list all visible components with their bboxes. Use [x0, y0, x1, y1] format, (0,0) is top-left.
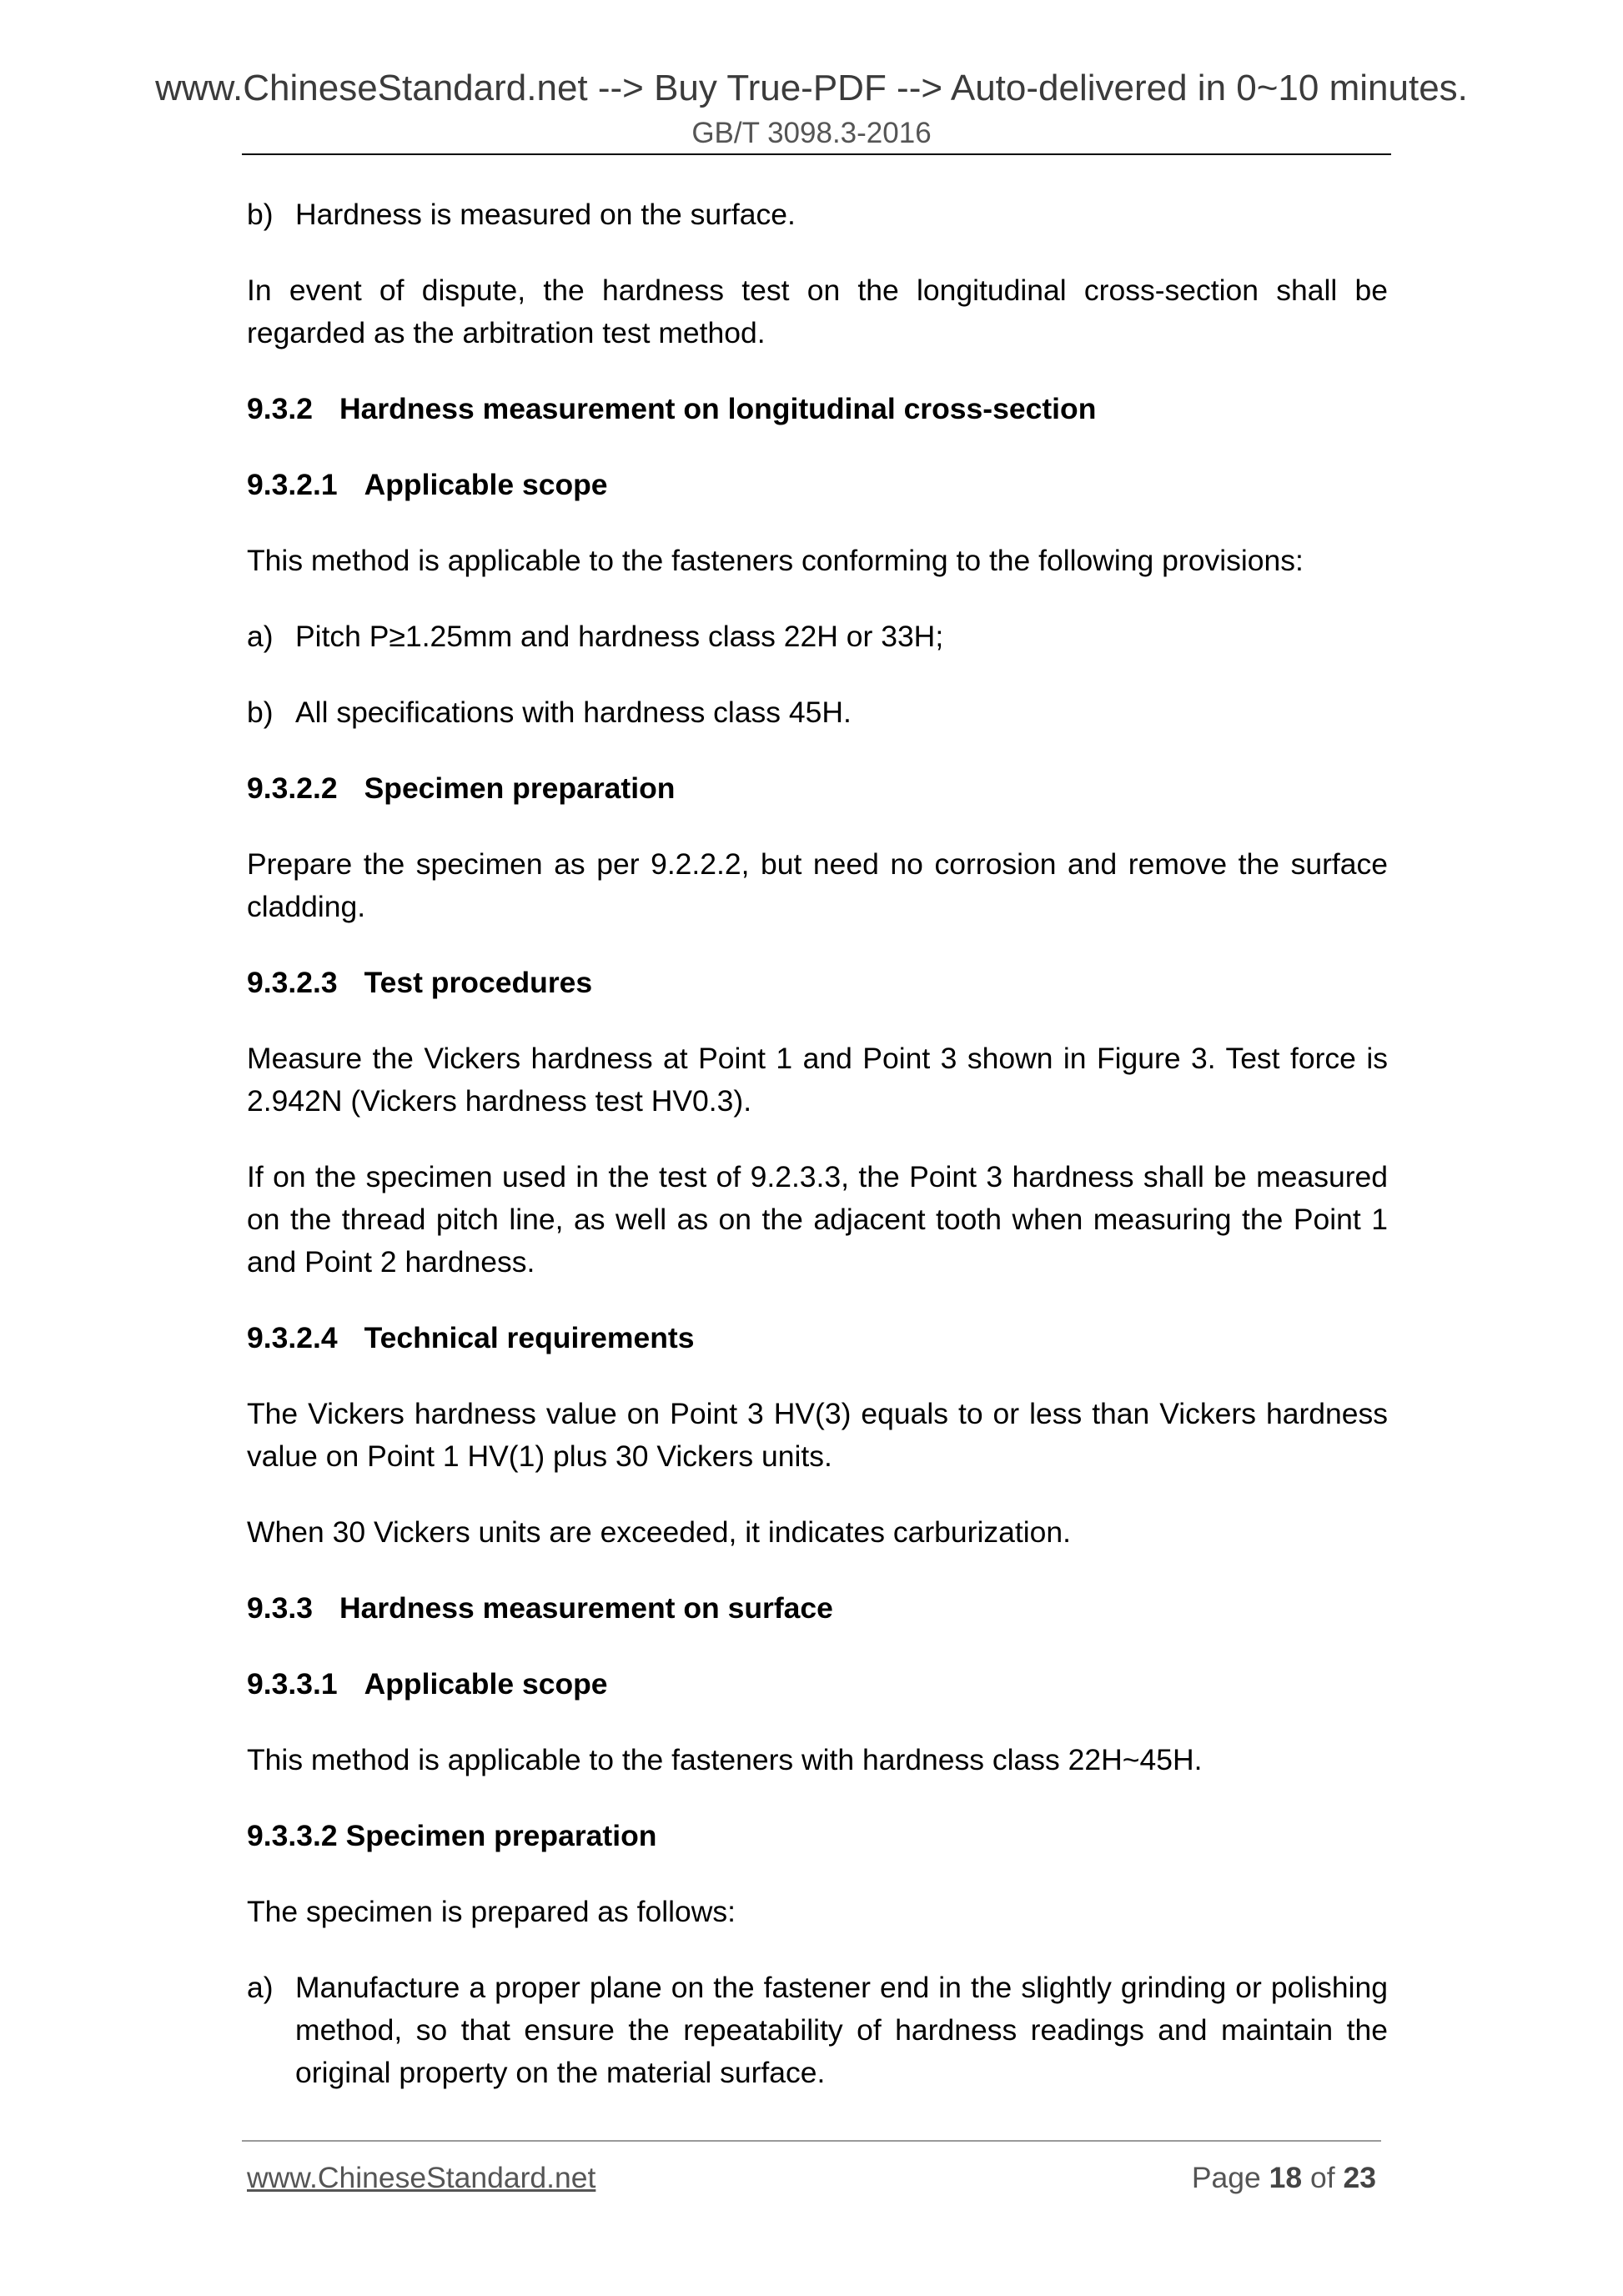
- section-heading-9-3-3: [247, 1587, 1388, 1630]
- section-number: 9.3.3: [247, 1591, 313, 1625]
- list-marker: a): [247, 1971, 274, 2004]
- section-number: 9.3.2: [247, 392, 313, 425]
- list-item: [247, 193, 1388, 236]
- list-item: [247, 1967, 1388, 2094]
- section-number: 9.3.2.1: [247, 468, 338, 501]
- list-text: Hardness is measured on the surface.: [295, 198, 796, 231]
- list-marker: b): [247, 696, 274, 729]
- list-item: [247, 691, 1388, 734]
- section-heading-9-3-3-1: [247, 1663, 1388, 1706]
- section-title: Specimen preparation: [364, 771, 676, 805]
- section-heading-9-3-2-4: [247, 1317, 1388, 1359]
- paragraph-technical-requirements-2: When 30 Vickers units are exceeded, it indicates carburization.: [247, 1515, 1071, 1549]
- paragraph-surface-specimen: The specimen is prepared as follows:: [247, 1895, 736, 1928]
- section-title: Specimen preparation: [345, 1819, 657, 1852]
- section-title: Technical requirements: [364, 1321, 695, 1354]
- section-number: 9.3.2.2: [247, 771, 338, 805]
- page-label: Page: [1191, 2161, 1261, 2194]
- footer-divider: [242, 2140, 1381, 2142]
- paragraph-specimen-preparation: Prepare the specimen as per 9.2.2.2, but need no corrosion and remove the surface cladding.: [247, 847, 1388, 923]
- section-number: 9.3.3.1: [247, 1667, 338, 1701]
- header-divider: [242, 153, 1391, 155]
- section-heading-9-3-2: [247, 388, 1388, 430]
- page-header-banner: www.ChineseStandard.net --> Buy True-PDF --> Auto-delivered in 0~10 minutes.: [155, 68, 1468, 108]
- list-text: Pitch P≥1.25mm and hardness class 22H or 33H;: [295, 620, 944, 653]
- list-marker: a): [247, 620, 274, 653]
- section-number: 9.3.2.4: [247, 1321, 338, 1354]
- page-current: 18: [1269, 2161, 1303, 2194]
- list-marker: b): [247, 198, 274, 231]
- paragraph-surface-scope: This method is applicable to the fasteners with hardness class 22H~45H.: [247, 1743, 1203, 1776]
- page-total: 23: [1343, 2161, 1376, 2194]
- list-text: All specifications with hardness class 45H.: [295, 696, 852, 729]
- paragraph-test-procedure-2: If on the specimen used in the test of 9.2.3.3, the Point 3 hardness shall be measured on the thread pitch line, as well as on the adjacent tooth when measuring the Point 1 and Point 2 hardness.: [247, 1160, 1388, 1279]
- list-text: Manufacture a proper plane on the fastener end in the slightly grinding or polishing method, so that ensure the repeatability of hardness readings and maintain the original property on the material surface.: [295, 1971, 1388, 2089]
- list-item: [247, 615, 1388, 658]
- section-number: 9.3.3.2: [247, 1819, 338, 1852]
- footer-website-link[interactable]: www.ChineseStandard.net: [247, 2161, 596, 2194]
- section-heading-9-3-2-3: [247, 962, 1388, 1004]
- section-heading-9-3-2-1: [247, 464, 1388, 506]
- section-title: Hardness measurement on longitudinal cross-section: [339, 392, 1097, 425]
- paragraph-test-procedure-1: Measure the Vickers hardness at Point 1 and Point 3 shown in Figure 3. Test force is 2.942N (Vickers hardness test HV0.3).: [247, 1042, 1388, 1118]
- page-number: [1192, 2158, 1376, 2197]
- section-title: Applicable scope: [364, 1667, 608, 1701]
- paragraph-applicable-scope: This method is applicable to the fasteners conforming to the following provisions:: [247, 544, 1304, 577]
- section-number: 9.3.2.3: [247, 966, 338, 999]
- paragraph-dispute: In event of dispute, the hardness test on the longitudinal cross-section shall be regarded as the arbitration test method.: [247, 274, 1388, 349]
- section-heading-9-3-3-2: [247, 1815, 1388, 1857]
- document-body: [247, 193, 1388, 2128]
- page-of: of: [1310, 2161, 1335, 2194]
- section-heading-9-3-2-2: [247, 767, 1388, 810]
- section-title: Applicable scope: [364, 468, 608, 501]
- paragraph-technical-requirements-1: The Vickers hardness value on Point 3 HV(3) equals to or less than Vickers hardness value on Point 1 HV(1) plus 30 Vickers units.: [247, 1397, 1388, 1473]
- document-code: GB/T 3098.3-2016: [691, 117, 932, 149]
- section-title: Hardness measurement on surface: [339, 1591, 833, 1625]
- section-title: Test procedures: [364, 966, 593, 999]
